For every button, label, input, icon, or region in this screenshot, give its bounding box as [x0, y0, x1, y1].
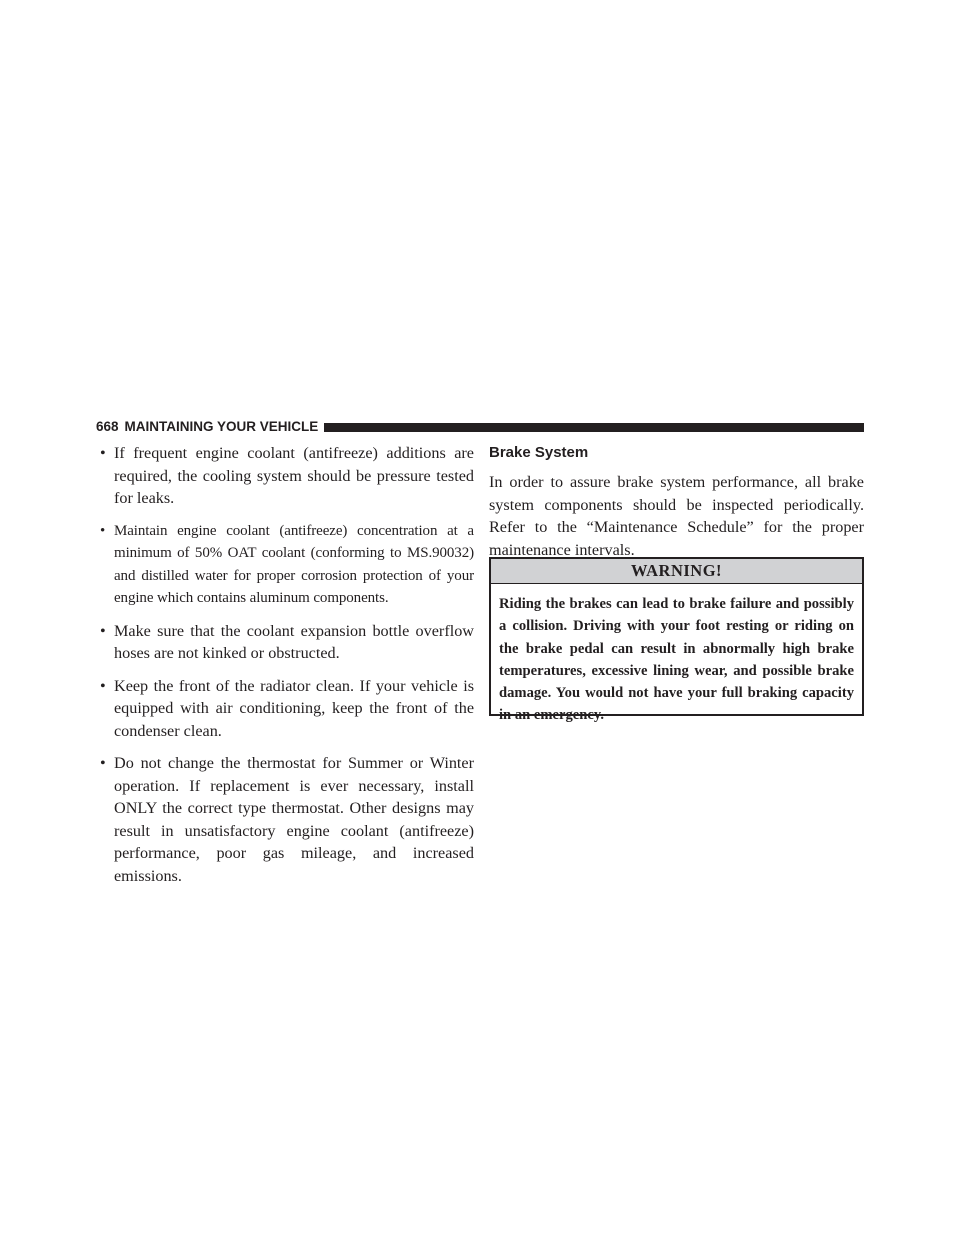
coolant-tips-list [96, 442, 474, 887]
warning-text: Riding the brakes can lead to brake failure and possibly a collision. Driving with your foot resting or riding on the brake pedal can result in abnormally high brake temperatures, excessive lining wear, and possible brake damage. You would not have your full braking capacity in an emergency. [499, 596, 854, 724]
bullet-icon: • [100, 754, 106, 772]
bullet-icon: • [100, 621, 106, 640]
bullet-icon: • [100, 522, 106, 539]
bullet-icon: • [100, 444, 106, 462]
list-item [96, 520, 474, 610]
list-item-text: Do not change the thermostat for Summer or Winter operation. If replacement is ever necessary, install ONLY the correct type thermostat. Other designs may result in unsatisfactory engine coolant (antifreeze) performance, poor gas mileage, and increased emissions. [114, 754, 474, 885]
list-item [96, 620, 474, 665]
section-title: MAINTAINING YOUR VEHICLE [124, 419, 319, 434]
right-column [489, 442, 864, 561]
page-header [96, 418, 864, 436]
warning-title: WARNING! [491, 559, 862, 584]
bullet-icon: • [100, 676, 106, 695]
left-column [96, 442, 474, 897]
list-item-text: If frequent engine coolant (antifreeze) additions are required, the cooling system should be pressure tested for leaks. [114, 444, 474, 507]
list-item [96, 675, 474, 743]
warning-box [489, 557, 864, 724]
list-item-text: Keep the front of the radiator clean. If your vehicle is equipped with air conditioning, keep the front of the condenser clean. [114, 676, 474, 740]
brake-system-heading: Brake System [489, 444, 589, 461]
list-item [96, 752, 474, 887]
list-item [96, 442, 474, 510]
list-item-text: Make sure that the coolant expansion bottle overflow hoses are not kinked or obstructed. [114, 621, 474, 662]
list-item-text: Maintain engine coolant (antifreeze) concentration at a minimum of 50% OAT coolant (conforming to MS.90032) and distilled water for proper corrosion protection of your engine which contains aluminum components. [114, 522, 474, 606]
page-number: 668 [96, 419, 119, 434]
header-rule [324, 423, 864, 432]
brake-system-paragraph: In order to assure brake system performance, all brake system components should be inspected periodically. Refer to the “Maintenance Schedule” for the proper maintenance intervals. [489, 473, 864, 559]
